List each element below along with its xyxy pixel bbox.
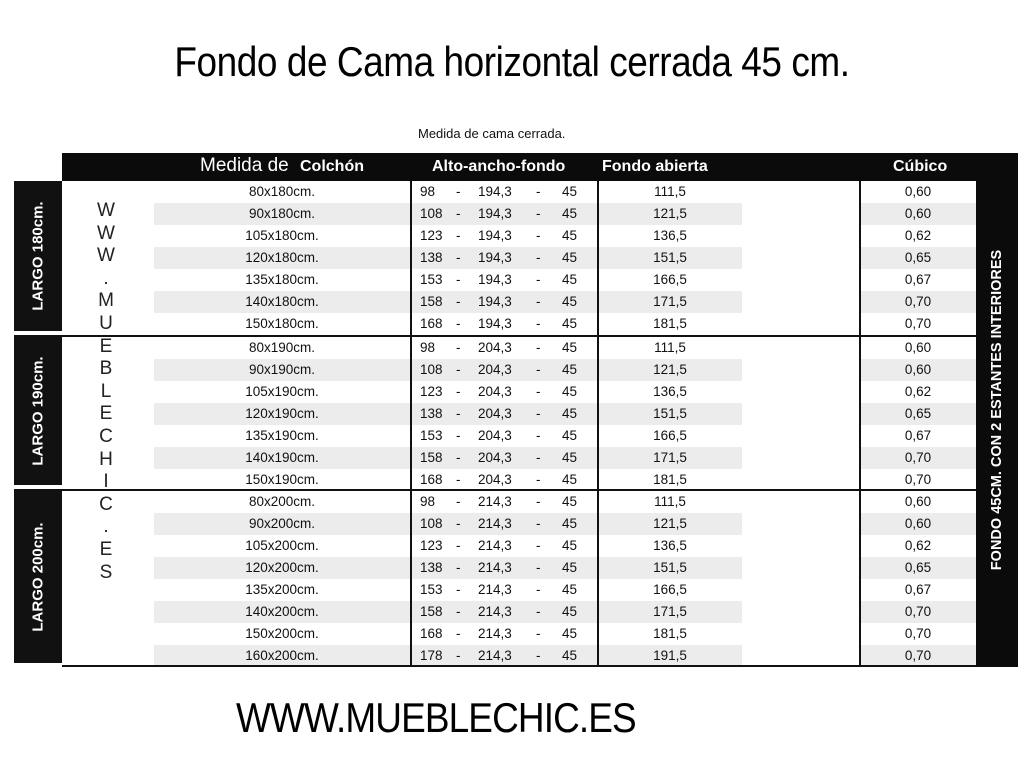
cell-empty [742, 645, 860, 667]
cell-fondo-abierta: 181,5 [653, 316, 687, 331]
cell-cubico: 0,62 [904, 538, 932, 553]
separator: - [456, 250, 461, 265]
cell-alto-ancho-fondo [410, 291, 598, 313]
watermark-letter: M [98, 290, 114, 312]
separator: - [536, 272, 541, 287]
cell-fondo-abierta: 111,5 [654, 184, 686, 199]
cell-medida: 80x200cm. [248, 494, 316, 509]
cell-fondo-abierta: 151,5 [598, 247, 742, 269]
cell-alto-ancho-fondo [410, 557, 598, 579]
separator: - [456, 428, 461, 443]
table-row [62, 247, 976, 269]
separator: - [456, 340, 461, 355]
cell-cubico: 0,60 [904, 340, 932, 355]
watermark-letter: C [99, 493, 113, 515]
cell-alto-ancho-fondo [410, 645, 598, 667]
page-title: Fondo de Cama horizontal cerrada 45 cm. [174, 38, 850, 85]
cell-cubico: 0,65 [860, 557, 976, 579]
separator: - [456, 206, 461, 221]
cell-medida: 140x190cm. [154, 447, 410, 469]
cell-cubico: 0,60 [860, 359, 976, 381]
watermark-letter: C [99, 426, 113, 447]
cell-fondo: 45 [562, 538, 578, 553]
cell-fondo-abierta: 111,5 [654, 494, 686, 509]
cell-cubico: 0,70 [904, 316, 932, 331]
table-row [62, 313, 976, 335]
cell-fondo: 45 [562, 228, 578, 243]
cell-cubico: 0,62 [904, 228, 932, 243]
cell-fondo-abierta: 136,5 [653, 384, 687, 399]
separator: - [456, 384, 461, 399]
cell-alto-ancho-fondo [410, 269, 598, 291]
cell-empty [742, 269, 860, 291]
cell-alto: 108 [420, 206, 443, 221]
separator: - [536, 648, 541, 663]
cell-alto-ancho-fondo [410, 491, 598, 513]
table-row [62, 359, 976, 381]
table-row [62, 557, 976, 579]
separator: - [456, 272, 461, 287]
watermark-letter: . [103, 267, 109, 289]
cell-ancho: 204,3 [478, 450, 512, 465]
cell-alto-ancho-fondo [410, 381, 598, 403]
separator: - [456, 626, 461, 641]
cell-ancho: 214,3 [478, 648, 512, 663]
cell-fondo: 45 [562, 428, 578, 443]
cell-alto: 178 [420, 648, 443, 663]
cell-fondo: 45 [562, 384, 578, 399]
cell-alto: 138 [420, 250, 443, 265]
cell-ancho: 204,3 [478, 428, 512, 443]
cell-fondo-abierta: 121,5 [598, 513, 742, 535]
cell-ancho: 214,3 [478, 626, 512, 641]
cell-medida: 120x190cm. [154, 403, 410, 425]
watermark-letter: E [99, 539, 113, 560]
separator: - [536, 582, 541, 597]
cell-alto: 98 [420, 494, 436, 509]
cell-ancho: 214,3 [478, 582, 512, 597]
cell-fondo: 45 [562, 516, 578, 531]
table-row [62, 469, 976, 491]
cell-empty [742, 359, 860, 381]
separator: - [456, 450, 461, 465]
header-medida: Medida de [200, 155, 289, 176]
cell-medida: 150x200cm. [245, 626, 319, 641]
cell-alto: 158 [420, 604, 443, 619]
cell-medida: 90x190cm. [154, 359, 410, 381]
separator: - [456, 406, 461, 421]
right-side-label: FONDO 45CM. CON 2 ESTANTES INTERIORES [989, 249, 1005, 571]
separator: - [456, 472, 461, 487]
cell-alto-ancho-fondo [410, 225, 598, 247]
cell-cubico: 0,70 [860, 291, 976, 313]
watermark-letter: E [99, 403, 113, 425]
cell-empty [742, 469, 860, 491]
cell-fondo-abierta: 111,5 [654, 340, 686, 355]
cell-fondo-abierta: 166,5 [653, 582, 687, 597]
cell-cubico: 0,67 [904, 272, 932, 287]
separator: - [536, 494, 541, 509]
separator: - [456, 228, 461, 243]
cell-ancho: 194,3 [478, 184, 512, 199]
cell-alto-ancho-fondo [410, 447, 598, 469]
separator: - [536, 472, 541, 487]
cell-alto: 158 [420, 294, 443, 309]
cell-ancho: 214,3 [478, 560, 512, 575]
table-row [62, 403, 976, 425]
cell-medida: 80x190cm. [248, 340, 316, 355]
cell-ancho: 204,3 [478, 340, 512, 355]
watermark-letter: I [103, 471, 109, 493]
table-row [62, 601, 976, 623]
table-row [62, 337, 976, 359]
group-divider [14, 489, 976, 491]
table-row [62, 381, 976, 403]
watermark-letter: B [99, 358, 113, 380]
cell-alto: 158 [420, 450, 443, 465]
cell-alto-ancho-fondo [410, 513, 598, 535]
separator: - [456, 604, 461, 619]
cell-alto-ancho-fondo [410, 313, 598, 335]
column-divider [859, 181, 861, 667]
cell-medida: 120x200cm. [154, 557, 410, 579]
cell-fondo-abierta: 121,5 [598, 203, 742, 225]
cell-cubico: 0,67 [904, 582, 932, 597]
header-cubico: Cúbico [893, 158, 948, 175]
column-divider [597, 181, 599, 667]
cell-ancho: 214,3 [478, 516, 512, 531]
table-row [62, 535, 976, 557]
cell-alto: 108 [420, 362, 443, 377]
cell-cubico: 0,62 [904, 384, 932, 399]
separator: - [536, 450, 541, 465]
separator: - [536, 428, 541, 443]
cell-medida: 105x190cm. [245, 384, 319, 399]
separator: - [536, 362, 541, 377]
cell-cubico: 0,70 [904, 626, 932, 641]
cell-fondo: 45 [562, 648, 578, 663]
watermark-letter: W [97, 222, 115, 244]
cell-medida: 105x200cm. [245, 538, 319, 553]
cell-fondo: 45 [562, 272, 578, 287]
cell-fondo-abierta: 171,5 [598, 447, 742, 469]
cell-alto-ancho-fondo [410, 469, 598, 491]
cell-alto: 168 [420, 472, 443, 487]
cell-fondo: 45 [562, 340, 578, 355]
cell-fondo: 45 [562, 206, 578, 221]
cell-fondo: 45 [562, 604, 578, 619]
separator: - [536, 604, 541, 619]
cell-empty [742, 447, 860, 469]
separator: - [536, 184, 541, 199]
cell-alto: 138 [420, 406, 443, 421]
cell-fondo: 45 [562, 560, 578, 575]
cell-fondo-abierta: 136,5 [653, 228, 687, 243]
cell-ancho: 204,3 [478, 406, 512, 421]
table-row [62, 291, 976, 313]
cell-alto: 123 [420, 228, 443, 243]
cell-empty [742, 535, 860, 557]
footer-website: WWW.MUEBLECHIC.ES [236, 694, 636, 741]
cell-cubico: 0,60 [904, 494, 932, 509]
cell-fondo-abierta: 136,5 [653, 538, 687, 553]
cell-fondo-abierta: 121,5 [598, 359, 742, 381]
cell-medida: 120x180cm. [154, 247, 410, 269]
cell-medida: 135x180cm. [245, 272, 319, 287]
cell-ancho: 194,3 [478, 272, 512, 287]
cell-medida: 140x180cm. [154, 291, 410, 313]
cell-fondo: 45 [562, 472, 578, 487]
cell-cubico: 0,70 [860, 645, 976, 667]
cell-alto: 168 [420, 626, 443, 641]
separator: - [456, 538, 461, 553]
cell-alto-ancho-fondo [410, 579, 598, 601]
cell-fondo-abierta: 191,5 [598, 645, 742, 667]
cell-empty [742, 181, 860, 203]
cell-empty [742, 623, 860, 645]
watermark-letter: U [99, 313, 113, 334]
table-row [62, 425, 976, 447]
table-row [62, 645, 976, 667]
separator: - [456, 516, 461, 531]
cell-fondo: 45 [562, 250, 578, 265]
cell-ancho: 194,3 [478, 316, 512, 331]
cell-fondo: 45 [562, 582, 578, 597]
cell-medida: 160x200cm. [154, 645, 410, 667]
cell-cubico: 0,60 [860, 513, 976, 535]
cell-fondo-abierta: 166,5 [653, 428, 687, 443]
cell-empty [742, 337, 860, 359]
cell-empty [742, 579, 860, 601]
column-divider [410, 181, 412, 667]
cell-alto-ancho-fondo [410, 247, 598, 269]
cell-alto-ancho-fondo [410, 181, 598, 203]
cell-alto: 153 [420, 582, 443, 597]
separator: - [456, 560, 461, 575]
group-label: LARGO 200cm. [29, 522, 47, 632]
watermark-letter: W [97, 200, 115, 221]
separator: - [456, 184, 461, 199]
cell-cubico: 0,70 [860, 601, 976, 623]
separator: - [456, 362, 461, 377]
cell-alto: 168 [420, 316, 443, 331]
separator: - [456, 582, 461, 597]
cell-fondo-abierta: 181,5 [653, 472, 687, 487]
header-colchon: Colchón [300, 158, 364, 175]
cell-alto: 153 [420, 428, 443, 443]
cell-cubico: 0,65 [860, 403, 976, 425]
cell-cubico: 0,65 [860, 247, 976, 269]
cell-ancho: 204,3 [478, 472, 512, 487]
cell-empty [742, 403, 860, 425]
cell-ancho: 204,3 [478, 362, 512, 377]
separator: - [456, 648, 461, 663]
cell-medida: 150x190cm. [245, 472, 319, 487]
cell-alto-ancho-fondo [410, 623, 598, 645]
separator: - [536, 560, 541, 575]
table-row [62, 181, 976, 203]
cell-medida: 90x200cm. [154, 513, 410, 535]
cell-empty [742, 313, 860, 335]
separator: - [536, 516, 541, 531]
cell-alto-ancho-fondo [410, 425, 598, 447]
watermark-letter: S [99, 561, 113, 583]
cell-empty [742, 225, 860, 247]
cell-fondo: 45 [562, 316, 578, 331]
cell-ancho: 194,3 [478, 294, 512, 309]
cell-medida: 140x200cm. [154, 601, 410, 623]
cell-fondo-abierta: 166,5 [653, 272, 687, 287]
cell-fondo: 45 [562, 406, 578, 421]
watermark-letter: . [103, 516, 109, 538]
cell-ancho: 214,3 [478, 604, 512, 619]
header-alto-ancho-fondo: Alto-ancho-fondo [432, 158, 566, 175]
cell-medida: 105x180cm. [245, 228, 319, 243]
cell-alto: 123 [420, 538, 443, 553]
cell-fondo: 45 [562, 450, 578, 465]
watermark-letter: W [97, 245, 115, 267]
separator: - [536, 340, 541, 355]
cell-ancho: 214,3 [478, 494, 512, 509]
cell-ancho: 214,3 [478, 538, 512, 553]
cell-empty [742, 247, 860, 269]
cell-empty [742, 491, 860, 513]
cell-alto: 98 [420, 340, 436, 355]
cell-alto: 138 [420, 560, 443, 575]
cell-fondo-abierta: 171,5 [598, 291, 742, 313]
cell-empty [742, 513, 860, 535]
cell-alto: 123 [420, 384, 443, 399]
cell-ancho: 194,3 [478, 228, 512, 243]
separator: - [536, 206, 541, 221]
cell-alto: 153 [420, 272, 443, 287]
watermark-letter: L [100, 380, 112, 402]
separator: - [536, 228, 541, 243]
table-row [62, 269, 976, 291]
cell-alto-ancho-fondo [410, 535, 598, 557]
group-divider [14, 335, 976, 337]
header-fondo-abierta: Fondo abierta [602, 158, 708, 175]
cell-fondo: 45 [562, 362, 578, 377]
cell-cubico: 0,70 [860, 447, 976, 469]
watermark-letter: H [99, 448, 113, 470]
table-row [62, 623, 976, 645]
cell-alto-ancho-fondo [410, 601, 598, 623]
cell-fondo-abierta: 181,5 [653, 626, 687, 641]
cell-cubico: 0,60 [904, 184, 932, 199]
separator: - [536, 538, 541, 553]
cell-alto: 98 [420, 184, 436, 199]
cell-empty [742, 601, 860, 623]
group-label: LARGO 190cm. [29, 356, 47, 466]
table-row [62, 222, 976, 247]
table-row [62, 491, 976, 513]
cell-alto: 108 [420, 516, 443, 531]
cell-ancho: 194,3 [478, 206, 512, 221]
cell-alto-ancho-fondo [410, 403, 598, 425]
cell-medida: 135x190cm. [245, 428, 319, 443]
cell-medida: 135x200cm. [245, 582, 319, 597]
cell-empty [742, 425, 860, 447]
separator: - [536, 294, 541, 309]
separator: - [536, 406, 541, 421]
separator: - [536, 626, 541, 641]
cell-empty [742, 291, 860, 313]
table-row [62, 579, 976, 601]
cell-empty [742, 557, 860, 579]
separator: - [456, 294, 461, 309]
cell-fondo: 45 [562, 494, 578, 509]
separator: - [536, 316, 541, 331]
table-bottom-border [62, 665, 976, 667]
cell-alto-ancho-fondo [410, 203, 598, 225]
cell-fondo-abierta: 171,5 [598, 601, 742, 623]
watermark-letter: E [99, 335, 113, 357]
cell-empty [742, 381, 860, 403]
cell-fondo: 45 [562, 184, 578, 199]
table-row [62, 203, 976, 225]
cell-fondo: 45 [562, 626, 578, 641]
cell-medida: 80x180cm. [248, 184, 316, 199]
separator: - [536, 250, 541, 265]
cell-fondo-abierta: 151,5 [598, 403, 742, 425]
separator: - [536, 384, 541, 399]
group-label: LARGO 180cm. [29, 201, 47, 311]
cell-fondo-abierta: 151,5 [598, 557, 742, 579]
cell-fondo: 45 [562, 294, 578, 309]
cell-medida: 150x180cm. [245, 316, 319, 331]
cell-medida: 90x180cm. [154, 203, 410, 225]
table-row [62, 513, 976, 535]
cell-ancho: 204,3 [478, 384, 512, 399]
table-row [62, 447, 976, 469]
cell-alto-ancho-fondo [410, 359, 598, 381]
cell-empty [742, 203, 860, 225]
separator: - [456, 316, 461, 331]
table-subtitle: Medida de cama cerrada. [418, 126, 566, 141]
cell-cubico: 0,70 [904, 472, 932, 487]
separator: - [456, 494, 461, 509]
cell-cubico: 0,60 [860, 203, 976, 225]
cell-alto-ancho-fondo [410, 337, 598, 359]
cell-cubico: 0,67 [904, 428, 932, 443]
cell-ancho: 194,3 [478, 250, 512, 265]
